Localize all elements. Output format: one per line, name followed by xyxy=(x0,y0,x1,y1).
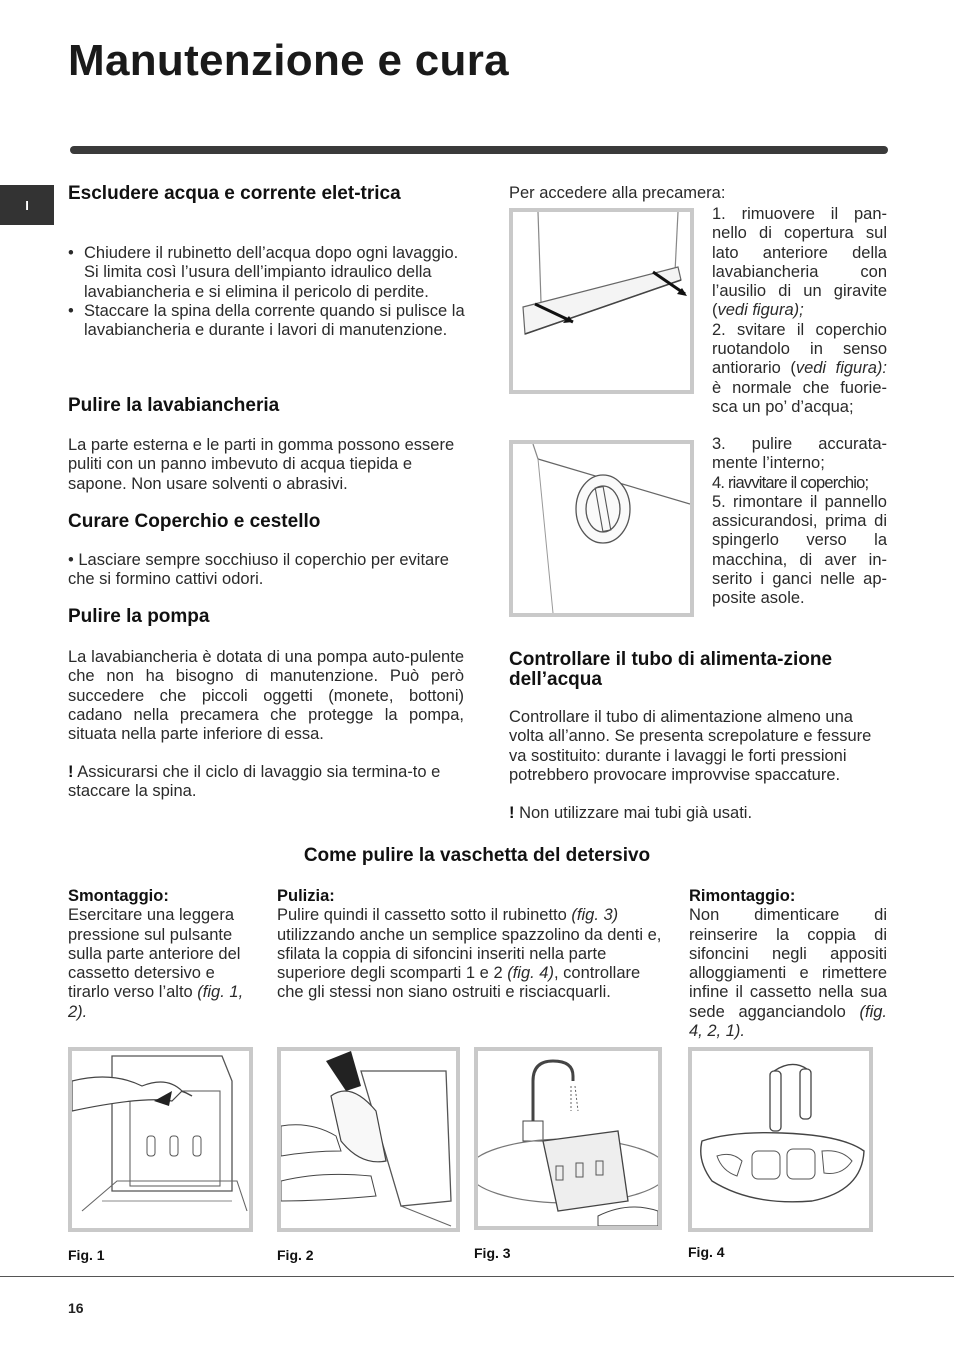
cleaning-block xyxy=(277,887,663,1003)
warning-mark: ! xyxy=(509,804,515,822)
figure-2-caption: Fig. 2 xyxy=(277,1247,314,1263)
clean-washer-text: La parte esterna e le parti in gomma possono essere puliti con un panno imbevuto di acqua tiepida e sapone. Non usare solventi o abrasivi. xyxy=(68,436,455,493)
step-1-text: 1. rimuovere il pan-nello di copertura sul lato anteriore della lavabiancheria con l’ausilio di un giravite ( xyxy=(712,205,887,320)
warning-mark: ! xyxy=(68,763,74,781)
cleaning-heading: Pulizia: xyxy=(277,887,335,905)
language-tab: I xyxy=(0,185,54,225)
figure-4 xyxy=(688,1047,873,1232)
step-3-text: 3. pulire accurata-mente l’interno; xyxy=(712,435,887,473)
cleaning-text-2: utilizzando anche un semplice spazzolino da denti e, sfilata la coppia di sifoncini inseriti nella parte superiore degli scomparti 1 e 2 xyxy=(277,925,662,983)
disassembly-heading: Smontaggio: xyxy=(68,887,169,905)
page-number: 16 xyxy=(68,1300,84,1316)
detergent-section-title: Come pulire la vaschetta del detersivo xyxy=(303,845,651,866)
pump-warning xyxy=(68,763,464,802)
disassembly-block xyxy=(68,887,250,1022)
cleaning-ref-2: (fig. 4) xyxy=(507,964,554,983)
cleaning-text-1: Pulire quindi il cassetto sotto il rubinetto xyxy=(277,906,572,925)
step-4-text: 4. riavvitare il coperchio; xyxy=(712,473,869,492)
figure-3 xyxy=(474,1047,662,1230)
reassembly-ref: (fig. 4, 2, 1). xyxy=(689,1002,887,1041)
drawer-pull-illustration xyxy=(281,1051,456,1228)
figure-4-caption: Fig. 4 xyxy=(688,1244,725,1260)
panel-removal-figure xyxy=(509,208,694,394)
reassembly-text: Non dimenticare di reinserire la coppia di sifoncini negli appositi alloggiamenti e rimettere infine il cassetto nella sua sede agganciandolo xyxy=(689,906,887,1021)
section-title-lid-drum: Curare Coperchio e cestello xyxy=(68,511,321,532)
list-item xyxy=(68,302,468,341)
lid-drum-list xyxy=(68,551,464,590)
figure-3-caption: Fig. 3 xyxy=(474,1245,511,1261)
section-title-hose: Controllare il tubo di alimenta-zione dell’acqua xyxy=(509,649,833,690)
step-2-text: 2. svitare il coperchio ruotandolo in senso antiorario ( xyxy=(712,320,887,378)
step-3-5 xyxy=(712,435,887,609)
figure-2 xyxy=(277,1047,460,1232)
step-2-tail: è normale che fuorie-sca un po’ d’acqua; xyxy=(712,378,887,416)
footer-rule xyxy=(0,1276,954,1277)
section-title-clean-washer: Pulire la lavabiancheria xyxy=(68,395,280,416)
step-2-ref: vedi figura): xyxy=(795,359,887,378)
drawer-press-illustration xyxy=(72,1051,249,1228)
pump-cover-figure xyxy=(509,440,694,617)
disassembly-ref: (fig. 1, 2). xyxy=(68,983,244,1021)
figure-1-caption: Fig. 1 xyxy=(68,1247,105,1263)
step-1-ref: vedi figura); xyxy=(717,301,804,320)
reassembly-heading: Rimontaggio: xyxy=(689,887,796,905)
water-power-list xyxy=(68,244,468,340)
precamera-intro: Per accedere alla precamera: xyxy=(509,184,726,202)
cleaning-text-3: , controllare che gli stessi non siano ostruiti e risciacquarli. xyxy=(277,964,641,1002)
cleaning-ref-1: (fig. 3) xyxy=(571,906,619,925)
siphon-illustration xyxy=(692,1051,869,1228)
hose-warning xyxy=(509,804,889,823)
list-item-text: Chiudere il rubinetto dell’acqua dopo ogni lavaggio. Si limita così l’usura dell’impianto idraulico della lavabiancheria e si elimina il pericolo di perdite. xyxy=(84,244,459,301)
page-title: Manutenzione e cura xyxy=(68,36,509,85)
warning-text: Assicurarsi che il ciclo di lavaggio sia termina-to e staccare la spina. xyxy=(68,763,441,801)
tap-rinse-illustration xyxy=(478,1051,658,1226)
panel-removal-illustration xyxy=(513,212,690,390)
section-title-pump: Pulire la pompa xyxy=(68,606,210,627)
section-title-water-power: Escludere acqua e corrente elet-trica xyxy=(68,183,401,204)
step-1-2 xyxy=(712,205,887,417)
title-rule xyxy=(70,146,888,154)
list-item: • Lasciare sempre socchiuso il coperchio per evitare che si formino cattivi odori. xyxy=(68,551,449,589)
figure-1 xyxy=(68,1047,253,1232)
list-item-text: Staccare la spina della corrente quando si pulisce la lavabiancheria e durante i lavori di manutenzione. xyxy=(84,301,465,340)
pump-cover-illustration xyxy=(513,444,690,613)
reassembly-block xyxy=(689,887,887,1041)
pump-text: La lavabiancheria è dotata di una pompa auto-pulente che non ha bisogno di manutenzione. Può però succedere che piccoli oggetti (monete, bottoni) cadano nella precamera che protegge la pompa, situata nella parte inferiore di essa. xyxy=(68,648,464,744)
step-5-text: 5. rimontare il pannello assicurandosi, prima di spingerlo verso la macchina, di aver in-serito i ganci nelle ap-posite asole. xyxy=(712,492,887,608)
disassembly-text: Esercitare una leggera pressione sul pulsante sulla parte anteriore del cassetto detersivo e tirarlo verso l’alto xyxy=(68,906,241,1002)
warning-text: Non utilizzare mai tubi già usati. xyxy=(519,804,753,822)
list-item-text: Lasciare sempre socchiuso il coperchio per evitare che si formino cattivi odori. xyxy=(68,551,449,589)
hose-text: Controllare il tubo di alimentazione almeno una volta all’anno. Se presenta screpolature e fessure va sostituito: durante i lavaggi le forti pressioni potrebbero provocare improvvise spaccature. xyxy=(509,708,872,784)
list-item xyxy=(68,244,468,302)
